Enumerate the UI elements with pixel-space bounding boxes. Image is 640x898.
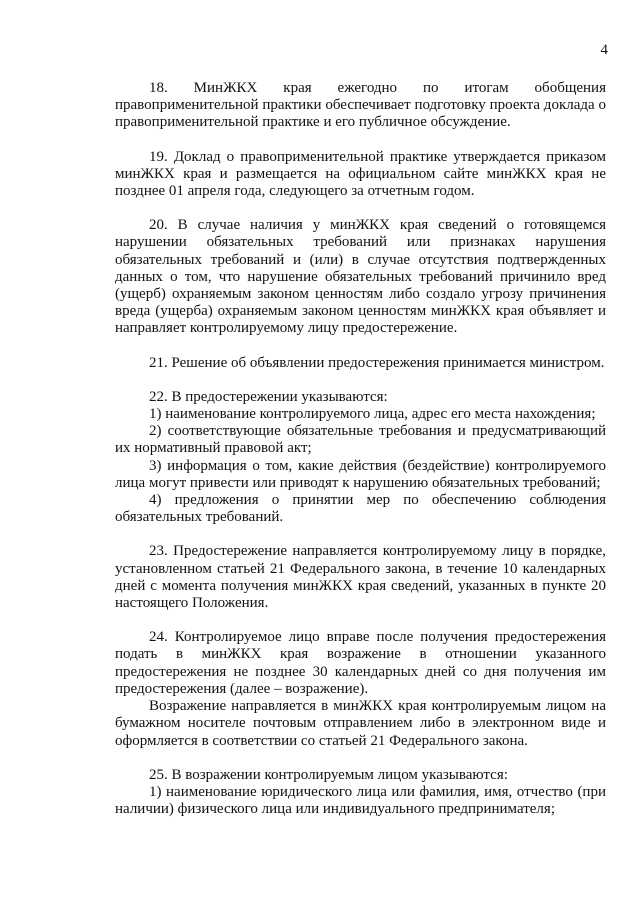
document-body	[115, 80, 606, 818]
paragraph-22-item-4: 4) предложения о принятии мер по обеспечению соблюдения обязательных требований.	[115, 492, 606, 526]
paragraph-18: 18. МинЖКХ края ежегодно по итогам обобщения правоприменительной практики обеспечивает подготовку проекта доклада о правоприменительной практике и его публичное обсуждение.	[115, 80, 606, 131]
paragraph-22-item-2: 2) соответствующие обязательные требования и предусматривающий их нормативный правовой акт;	[115, 423, 606, 457]
paragraph-21: 21. Решение об объявлении предостережения принимается министром.	[149, 354, 605, 371]
paragraph-25: 25. В возражении контролируемым лицом указываются:	[149, 766, 508, 783]
paragraph-19: 19. Доклад о правоприменительной практике утверждается приказом минЖКХ края и размещается на официальном сайте минЖКХ края не позднее 01 апреля года, следующего за отчетным годом.	[115, 148, 606, 200]
page-number: 4	[600, 42, 608, 58]
paragraph-22-item-1: 1) наименование контролируемого лица, адрес его места нахождения;	[149, 406, 596, 423]
paragraph-22: 22. В предостережении указываются:	[149, 388, 388, 405]
paragraph-22-item-3: 3) информация о том, какие действия (бездействие) контролируемого лица могут привести или приводят к нарушению обязательных требований;	[115, 457, 606, 491]
paragraph-25-item-1: 1) наименование юридического лица или фамилия, имя, отчество (при наличии) физического лица или индивидуального предпринимателя;	[115, 783, 606, 818]
paragraph-20: 20. В случае наличия у минЖКХ края сведений о готовящемся нарушении обязательных требований или признаках нарушения обязательных требований и (или) в случае отсутствия подтвержденных данных о том, что нарушение обязательных требований причинило вред (ущерб) охраняемым законом ценностям либо создало угрозу причинения вреда (ущерба) охраняемым законом ценностям минЖКХ края объявляет и направляет контролируемому лицу предостережение.	[115, 217, 606, 337]
paragraph-23: 23. Предостережение направляется контролируемому лицу в порядке, установленном статьей 21 Федерального закона, в течение 10 календарных дней с момента получения минЖКХ края сведений, указанных в пункте 20 настоящего Положения.	[115, 543, 606, 612]
paragraph-24-objection: Возражение направляется в минЖКХ края контролируемым лицом на бумажном носителе почтовым отправлением либо в электронном виде и оформляется в соответствии со статьей 21 Федерального закона.	[115, 698, 606, 749]
paragraph-24: 24. Контролируемое лицо вправе после получения предостережения подать в минЖКХ края возражение в отношении указанного предостережения не позднее 30 календарных дней со дня получения им предостережения (далее – возражение).	[115, 629, 606, 697]
